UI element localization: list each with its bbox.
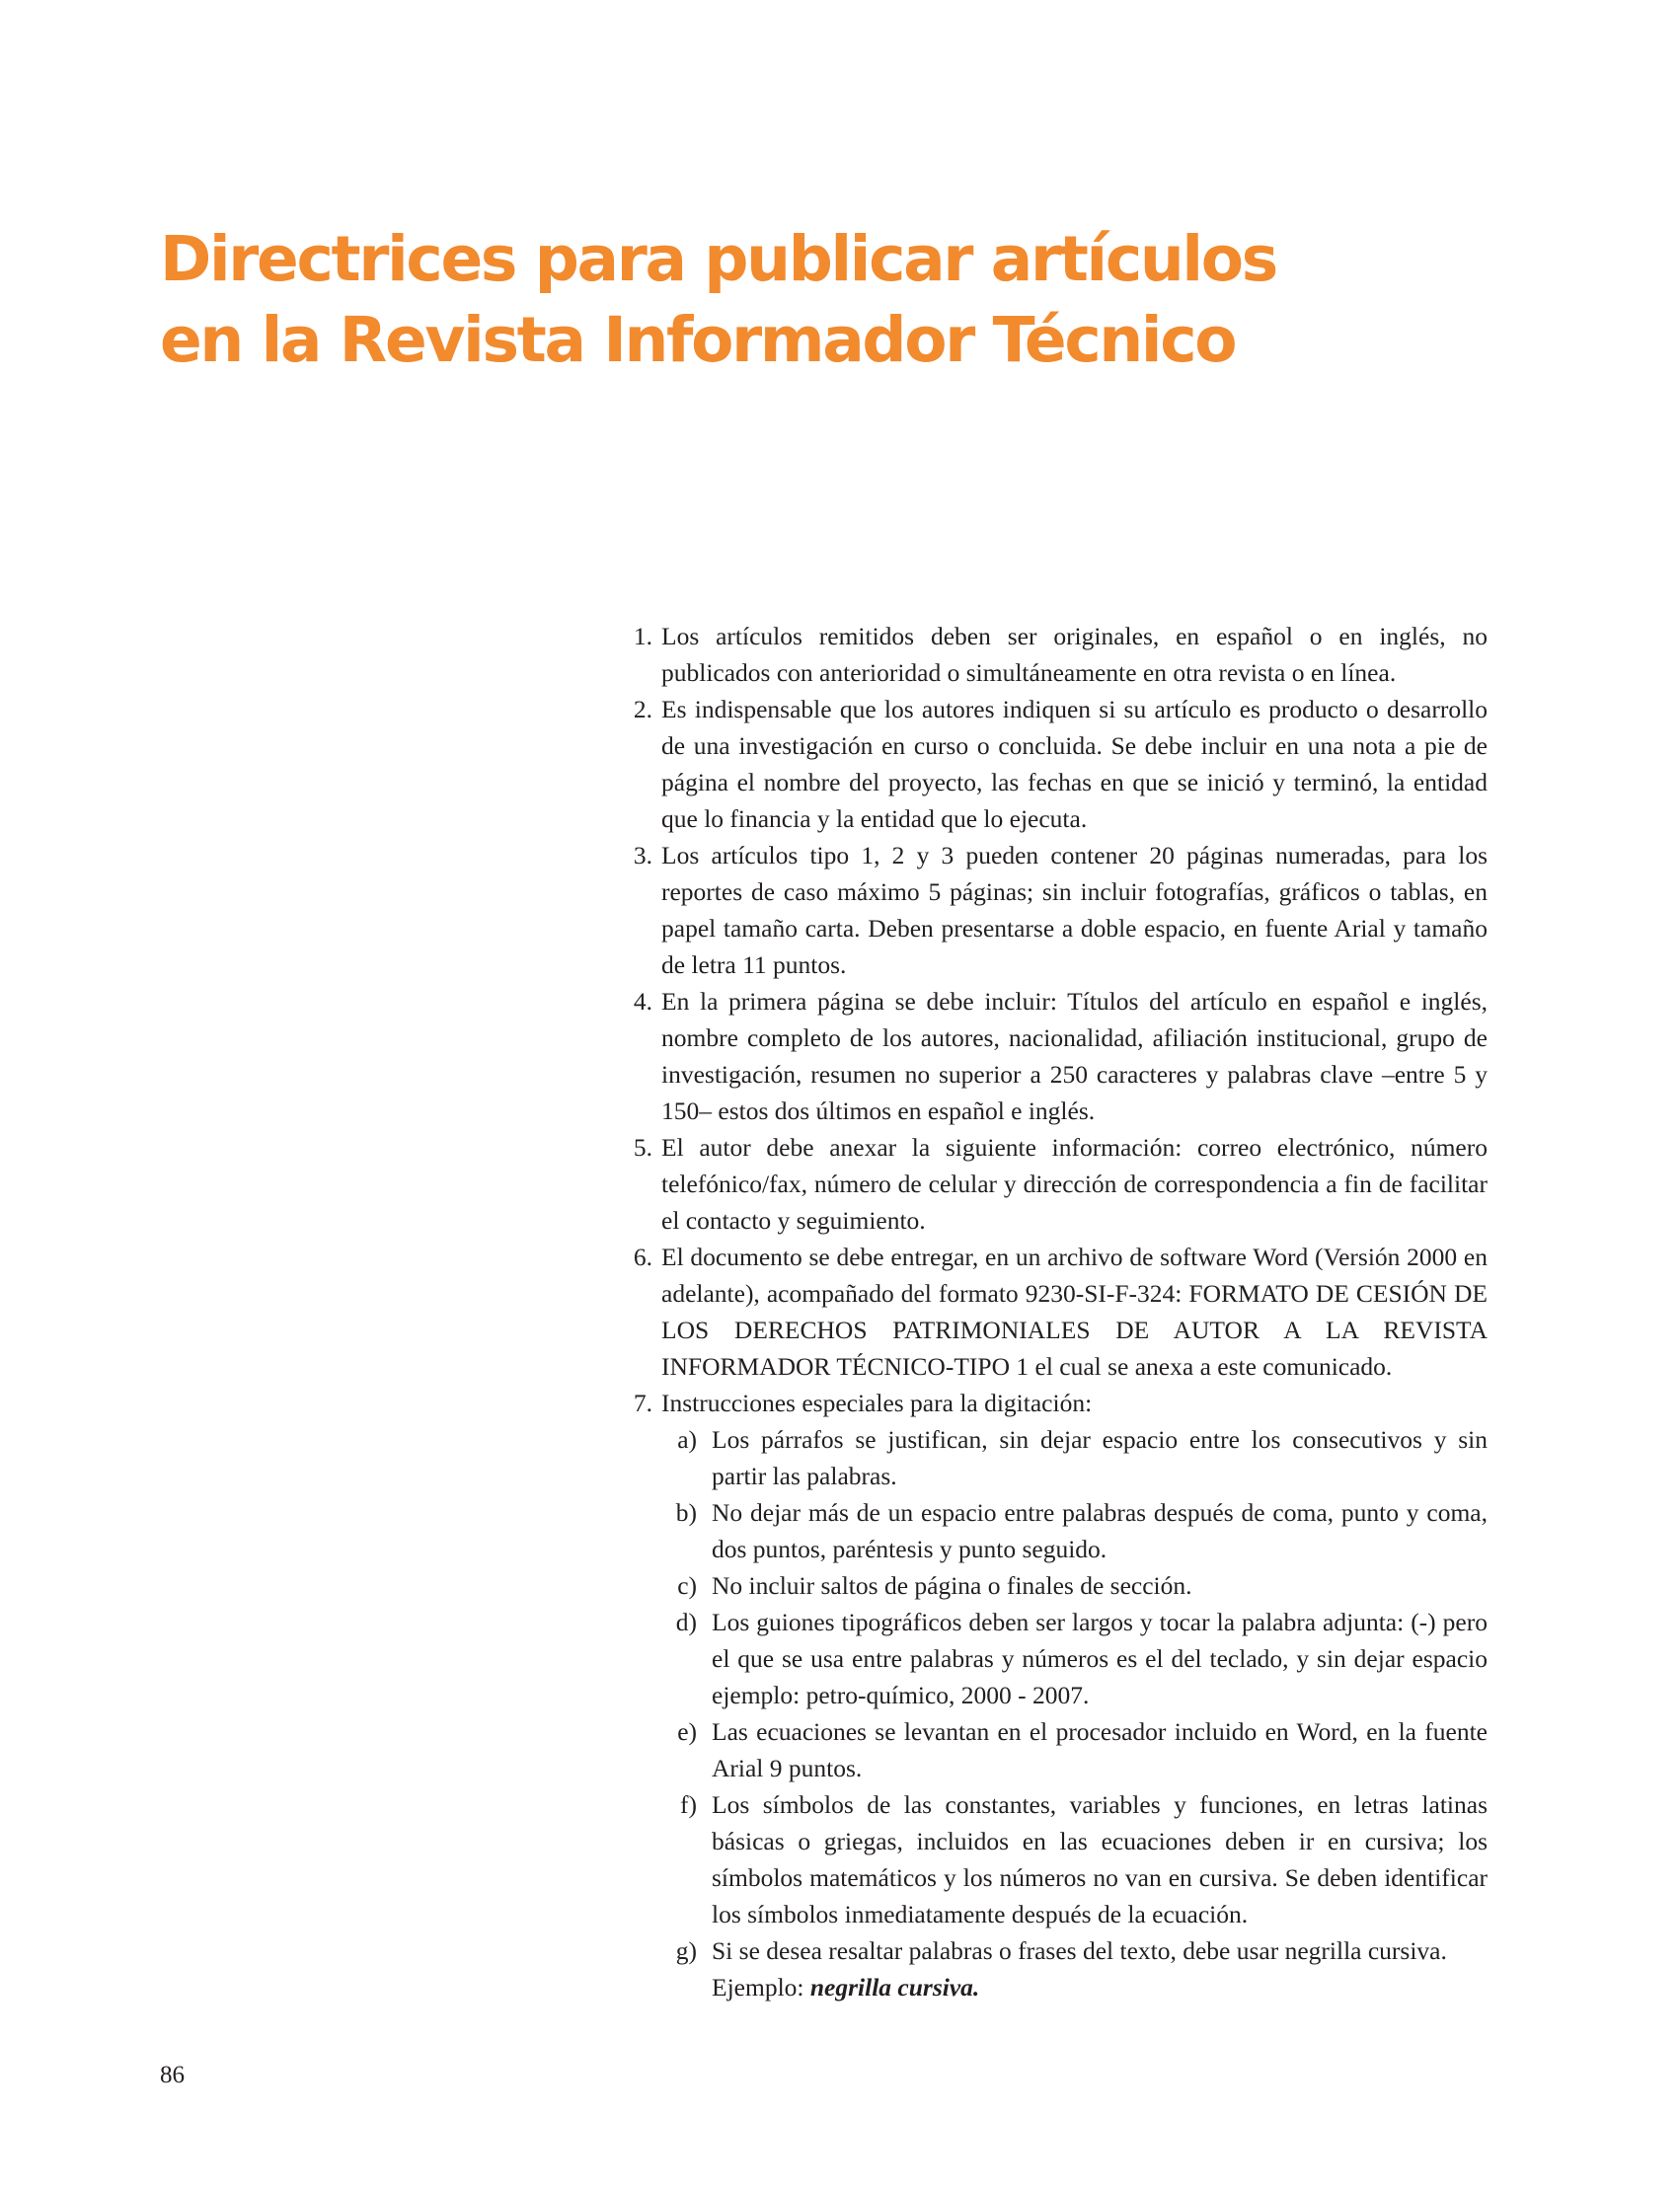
subitem-text: No dejar más de un espacio entre palabras después de coma, punto y coma, dos puntos, paréntesis y punto seguido. bbox=[712, 1498, 1488, 1563]
subitem-letter: a) bbox=[677, 1425, 697, 1454]
subitem-d bbox=[661, 1604, 1488, 1713]
item-text: El autor debe anexar la siguiente información: correo electrónico, número telefónico/fax, número de celular y dirección de correspondencia a fin de facilitar el contacto y seguimiento. bbox=[661, 1133, 1488, 1235]
guideline-item-6 bbox=[619, 1239, 1488, 1385]
subitem-b bbox=[661, 1494, 1488, 1567]
page-number: 86 bbox=[160, 2062, 185, 2088]
subitem-letter: g) bbox=[675, 1936, 697, 1965]
guideline-item-7 bbox=[619, 1385, 1488, 2005]
subitem-text: Las ecuaciones se levantan en el procesador incluido en Word, en la fuente Arial 9 puntos. bbox=[712, 1717, 1488, 1782]
page-title-line-1: Directrices para publicar artículos bbox=[160, 223, 1276, 295]
item-text: Es indispensable que los autores indiquen si su artículo es producto o desarrollo de una investigación en curso o concluida. Se debe incluir en una nota a pie de página el nombre del proyecto, las fechas en que se inició y terminó, la entidad que lo financia y la entidad que lo ejecuta. bbox=[661, 695, 1488, 833]
subitem-text: Los guiones tipográficos deben ser largos y tocar la palabra adjunta: (-) pero el que se usa entre palabras y números es el del teclado, y sin dejar espacio ejemplo: petro-químico, 2000 - 2007. bbox=[712, 1608, 1488, 1709]
item-number: 3. bbox=[633, 841, 652, 869]
subitem-letter: f) bbox=[680, 1790, 697, 1819]
item-number: 2. bbox=[633, 695, 652, 723]
guideline-item-4 bbox=[619, 983, 1488, 1129]
subitem-text: No incluir saltos de página o finales de sección. bbox=[712, 1571, 1192, 1600]
item-text: Los artículos remitidos deben ser originales, en español o en inglés, no publicados con anterioridad o simultáneamente en otra revista o en línea. bbox=[661, 622, 1488, 687]
subitem-letter: e) bbox=[677, 1717, 697, 1746]
subitem-letter: b) bbox=[675, 1498, 697, 1527]
item-number: 4. bbox=[633, 987, 652, 1016]
example-bold-italic: negrilla cursiva. bbox=[809, 1973, 980, 2002]
guidelines-list bbox=[619, 618, 1488, 2005]
example-label: Ejemplo: bbox=[712, 1973, 804, 2002]
item-number: 5. bbox=[633, 1133, 652, 1162]
subitem-e bbox=[661, 1713, 1488, 1786]
guideline-item-2 bbox=[619, 691, 1488, 837]
guideline-item-5 bbox=[619, 1129, 1488, 1239]
subitem-text: Los símbolos de las constantes, variables y funciones, en letras latinas básicas o griegas, incluidos en las ecuaciones deben ir en cursiva; los símbolos matemáticos y los números no van en cursiva. Se deben identificar los símbolos inmediatamente después de la ecuación. bbox=[712, 1790, 1488, 1928]
subitem-c bbox=[661, 1567, 1488, 1604]
page-title bbox=[160, 219, 1443, 381]
item-text: Instrucciones especiales para la digitación: bbox=[661, 1389, 1093, 1417]
item-number: 6. bbox=[633, 1243, 652, 1271]
page-title-line-2: en la Revista Informador Técnico bbox=[160, 304, 1236, 376]
item-number: 7. bbox=[633, 1389, 652, 1417]
guideline-item-1 bbox=[619, 618, 1488, 691]
subitem-f bbox=[661, 1786, 1488, 1932]
subitem-text: Los párrafos se justifican, sin dejar espacio entre los consecutivos y sin partir las palabras. bbox=[712, 1425, 1488, 1490]
typing-instructions-sublist bbox=[661, 1421, 1488, 2005]
guideline-item-3 bbox=[619, 837, 1488, 983]
item-text: El documento se debe entregar, en un archivo de software Word (Versión 2000 en adelante), acompañado del formato 9230-SI-F-324: FORMATO DE CESIÓN DE LOS DERECHOS PATRIMONIALES DE AUTOR A LA REVISTA INFORMADOR TÉCNICO-TIPO 1 el cual se anexa a este comunicado. bbox=[661, 1243, 1488, 1381]
item-number: 1. bbox=[633, 622, 652, 650]
item-text: Los artículos tipo 1, 2 y 3 pueden contener 20 páginas numeradas, para los reportes de caso máximo 5 páginas; sin incluir fotografías, gráficos o tablas, en papel tamaño carta. Deben presentarse a doble espacio, en fuente Arial y tamaño de letra 11 puntos. bbox=[661, 841, 1488, 979]
subitem-a bbox=[661, 1421, 1488, 1494]
subitem-letter: c) bbox=[677, 1571, 697, 1600]
subitem-letter: d) bbox=[675, 1608, 697, 1636]
item-text: En la primera página se debe incluir: Títulos del artículo en español e inglés, nombre completo de los autores, nacionalidad, afiliación institucional, grupo de investigación, resumen no superior a 250 caracteres y palabras clave –entre 5 y 150– estos dos últimos en español e inglés. bbox=[661, 987, 1488, 1125]
subitem-g bbox=[661, 1932, 1488, 2005]
subitem-text: Si se desea resaltar palabras o frases del texto, debe usar negrilla cursiva. bbox=[712, 1936, 1447, 1965]
